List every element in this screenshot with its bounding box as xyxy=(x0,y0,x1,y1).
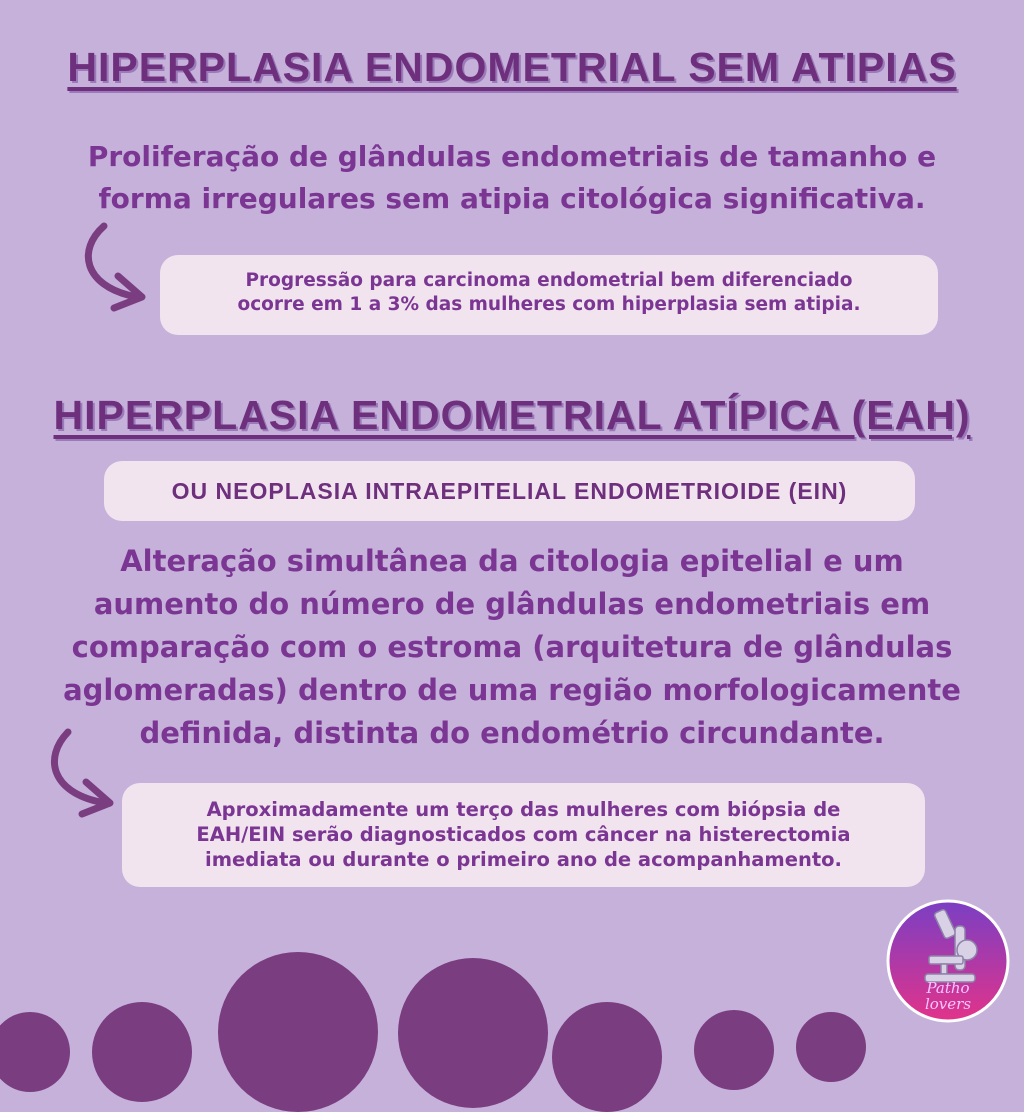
section2-description-line: aumento do número de glândulas endometriais em xyxy=(93,587,931,621)
section1-description xyxy=(0,136,1024,220)
patho-lovers-logo xyxy=(885,898,1011,1024)
decorative-blob xyxy=(0,1012,70,1092)
section2-description xyxy=(0,540,1024,755)
section2-note-line: imediata ou durante o primeiro ano de acompanhamento. xyxy=(205,848,842,871)
section2-description-line: comparação com o estroma (arquitetura de glândulas xyxy=(71,630,953,664)
section2-description-line: aglomeradas) dentro de uma região morfologicamente xyxy=(63,673,961,707)
section2-note-line: EAH/EIN serão diagnosticados com câncer na histerectomia xyxy=(196,823,851,846)
curved-arrow-icon xyxy=(40,726,120,821)
decorative-blob xyxy=(92,1002,192,1102)
section1-note-card xyxy=(160,255,938,335)
logo-text xyxy=(885,980,1011,1012)
decorative-blob xyxy=(552,1002,662,1112)
curved-arrow-icon xyxy=(72,220,152,315)
section1-description-line: forma irregulares sem atipia citológica significativa. xyxy=(98,182,926,215)
logo-text-line2: lovers xyxy=(924,995,972,1013)
section2-description-line: Alteração simultânea da citologia epitelial e um xyxy=(120,544,904,578)
section1-description-line: Proliferação de glândulas endometriais de tamanho e xyxy=(87,140,937,173)
decorative-blob xyxy=(218,952,378,1112)
section2-title: HIPERPLASIA ENDOMETRIAL ATÍPICA (EAH) xyxy=(53,392,971,438)
section2-note-card xyxy=(122,783,925,887)
decorative-blob xyxy=(694,1010,774,1090)
logo-text-line1: Patho xyxy=(926,979,970,997)
section1-note-line: Progressão para carcinoma endometrial bem diferenciado xyxy=(245,270,853,291)
section2-description-line: definida, distinta do endométrio circundante. xyxy=(139,716,885,750)
section2-note-line: Aproximadamente um terço das mulheres com biópsia de xyxy=(206,798,841,821)
section1-note-line: ocorre em 1 a 3% das mulheres com hiperplasia sem atipia. xyxy=(237,294,861,315)
decorative-blob xyxy=(796,1012,866,1082)
section2-subtitle: OU NEOPLASIA INTRAEPITELIAL ENDOMETRIOIDE (EIN) xyxy=(104,461,915,521)
section1-title: HIPERPLASIA ENDOMETRIAL SEM ATIPIAS xyxy=(67,44,957,90)
decorative-blob xyxy=(398,958,548,1108)
